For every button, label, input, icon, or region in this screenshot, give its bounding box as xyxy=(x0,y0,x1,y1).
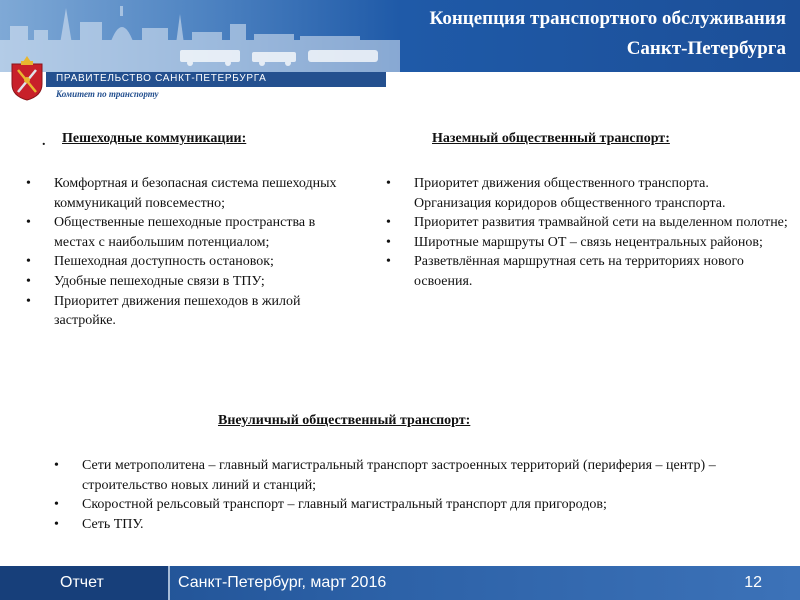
list-item: • Сеть ТПУ. xyxy=(52,515,752,535)
ground-transport-title: Наземный общественный транспорт: xyxy=(432,131,670,146)
list-item-line: Организация коридоров общественного транспорта. xyxy=(414,195,726,211)
list-item xyxy=(382,174,792,213)
list-item: • Общественные пешеходные пространства в местах с наибольшим потенциалом; xyxy=(22,213,342,252)
list-item-line: • Приоритет движения общественного транспорта. xyxy=(414,176,709,191)
footer-city-date: Санкт-Петербург, март 2016 xyxy=(178,574,387,591)
city-skyline-image xyxy=(0,0,400,72)
committee-label: Комитет по транспорту xyxy=(56,89,159,99)
offstreet-transport-list xyxy=(52,456,752,534)
slide-title-line-1: Концепция транспортного обслуживания xyxy=(429,8,786,29)
header-banner xyxy=(0,0,800,72)
slide-title-line-2: Санкт-Петербурга xyxy=(626,38,786,59)
slide-header xyxy=(0,0,800,108)
list-item: • Разветвлённая маршрутная сеть на территориях нового освоения. xyxy=(382,252,792,291)
coat-of-arms-icon xyxy=(6,54,48,102)
pedestrian-list xyxy=(22,174,342,331)
pedestrian-title: Пешеходные коммуникации: xyxy=(62,131,247,146)
list-item: • Сети метрополитена – главный магистральный транспорт застроенных территорий (периферия – центр) – строительство новых линий и станций; xyxy=(52,456,752,495)
list-item: • Скоростной рельсовый транспорт – главный магистральный транспорт для пригородов; xyxy=(52,495,752,515)
footer-report-label: Отчет xyxy=(60,574,104,591)
list-item: • Широтные маршруты ОТ – связь нецентральных районов; xyxy=(382,233,792,253)
ground-transport-list xyxy=(382,174,792,292)
offstreet-transport-title: Внеуличный общественный транспорт: xyxy=(218,413,471,428)
list-item: • Комфортная и безопасная система пешеходных коммуникаций повсеместно; xyxy=(22,174,342,213)
footer-divider xyxy=(168,566,170,600)
list-item: • Приоритет развития трамвайной сети на выделенном полотне; xyxy=(382,213,792,233)
list-item: • Пешеходная доступность остановок; xyxy=(22,252,342,272)
list-item: • Удобные пешеходные связи в ТПУ; xyxy=(22,272,342,292)
page-number: 12 xyxy=(744,574,762,591)
list-item: • Приоритет движения пешеходов в жилой застройке. xyxy=(22,292,342,331)
pedestrian-marker: . xyxy=(42,134,46,149)
government-label: ПРАВИТЕЛЬСТВО САНКТ-ПЕТЕРБУРГА xyxy=(56,73,267,84)
